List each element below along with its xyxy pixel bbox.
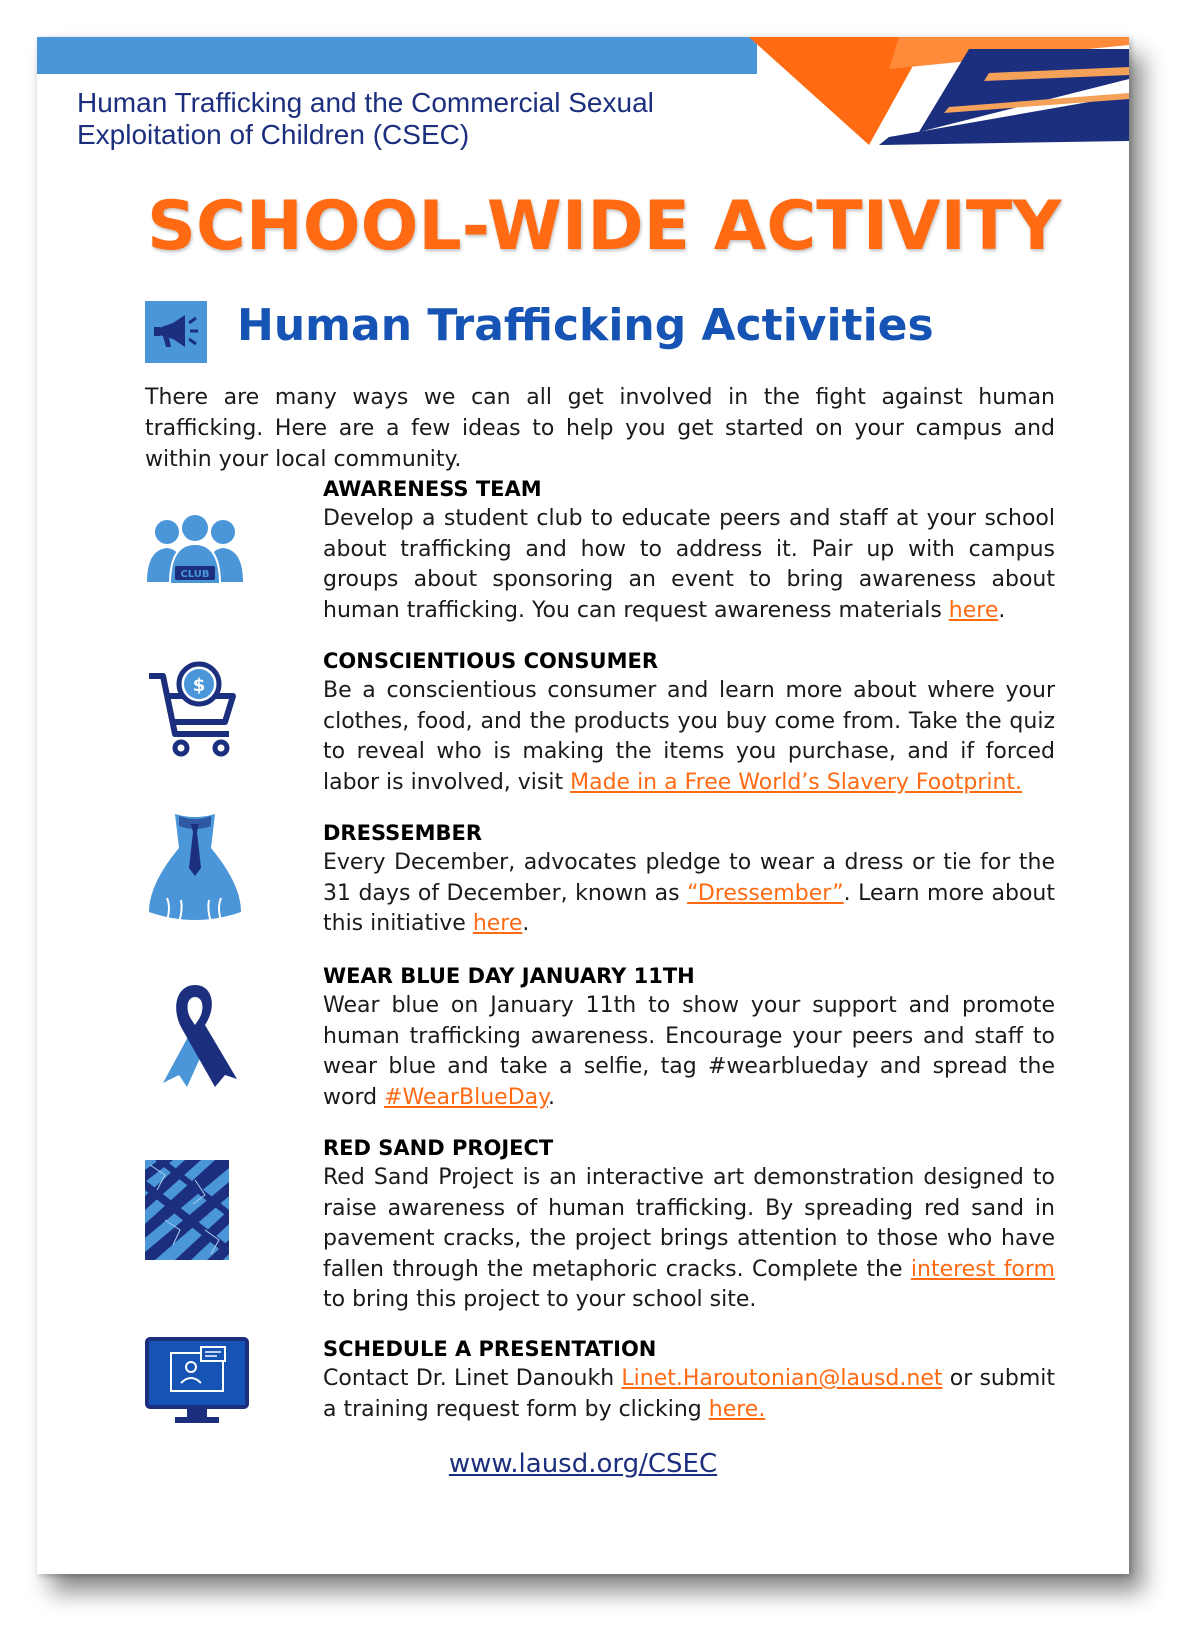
dress-tie-icon: [145, 808, 245, 932]
activity-heading: WEAR BLUE DAY JANUARY 11TH: [323, 964, 695, 988]
document-subtitle: Human Trafficking and the Commercial Sexual Exploitation of Children (CSEC): [77, 87, 654, 150]
interest-form-link[interactable]: interest form: [910, 1256, 1055, 1282]
activity-heading: AWARENESS TEAM: [323, 477, 542, 501]
dressember-here-link[interactable]: here: [472, 911, 523, 936]
footer: [37, 1449, 1129, 1479]
email-link[interactable]: Linet.Haroutonian@lausd.net: [621, 1366, 943, 1391]
training-request-link[interactable]: here.: [708, 1396, 766, 1422]
main-title: SCHOOL-WIDE ACTIVITY: [147, 187, 1062, 266]
dressember-link[interactable]: “Dressember”: [687, 880, 844, 906]
computer-presentation-icon: [145, 1337, 249, 1431]
slavery-footprint-link[interactable]: Made in a Free World’s Slavery Footprint.: [570, 769, 1023, 795]
activity-body: Every December, advocates pledge to wear a dress or tie for the 31 days of December, known as: [323, 850, 1055, 906]
svg-text:CLUB: CLUB: [180, 569, 210, 580]
activity-heading: CONSCIENTIOUS CONSUMER: [323, 649, 659, 673]
activity-body: Develop a student club to educate peers and staff at your school about trafficking and how to address it. Pair up with campus groups about sponsoring an event to bring awareness about human trafficking. You can request awareness materials: [323, 506, 1055, 623]
activity-body: Contact Dr. Linet Danoukh: [323, 1366, 622, 1391]
flyer-page: Human Trafficking and the Commercial Sexual Exploitation of Children (CSEC) SCHOOL-WIDE ACTIVITY Human Trafficking Activities There are many ways we can all get involved in the fight against human trafficking. Here are a few ideas to help you get started on your campus and within your local community. CLUB AWARENESS TEAM Develop a student club to educate peers and staff at your school about trafficking and how to address it. Pair up with campus groups about sponsoring an event to bring awareness about human trafficking. You can request awareness materials here. $ CONSCIENTIOUS CONSUMER Be a conscientious consumer and learn more about where your clothes, food, and the products you buy come from. Take the quiz to reveal who is making the items you purchase, and if forced labor is involved, visit Made in a Free World’s Slavery Footprint. DRESSEMBER Every December, advocates pledge to wear a dress or tie for the 31 days of December, known as “Dressember”. Learn more about this initiative here. WEAR BLUE DAY JANUARY 11TH Wear blue on January 11th to show your support and promote human trafficking awareness. Encourage your peers and staff to wear blue and take a selfie, tag #wearblueday and spread the word #WearBlueDay. RED SAND PROJECT Red Sand Project is an interactive art demonstration designed to raise awareness of human trafficking. By spreading red sand in pavement cracks, the project brings attention to those who have fallen through the metaphoric cracks. Complete the interest form to bring this project to your school site. SCHEDULE A PRESENTATION Contact Dr. Linet Danoukh Linet.Haroutonian@lausd.net or submit a training request form by clicking here. www.lausd.org/CSEC: [37, 37, 1129, 1574]
awareness-materials-link[interactable]: here: [948, 597, 999, 623]
activity-heading: SCHEDULE A PRESENTATION: [323, 1337, 657, 1361]
activity-body: Red Sand Project is an interactive art demonstration designed to raise awareness of human trafficking. By spreading red sand in pavement cracks, the project brings attention to those who have fallen through the metaphoric cracks. Complete the: [323, 1165, 1055, 1282]
megaphone-icon: [145, 301, 207, 363]
top-blue-bar: [37, 37, 757, 74]
activity-body: Wear blue on January 11th to show your support and promote human trafficking awareness. Encourage your peers and staff to wear blue and take a selfie, tag #wearblueday and spread the word: [323, 993, 1055, 1110]
blue-ribbon-icon: [145, 975, 245, 1091]
activity-heading: RED SAND PROJECT: [323, 1136, 554, 1160]
activity-body: Be a conscientious consumer and learn more about where your clothes, food, and the products you buy come from. Take the quiz to reveal who is making the items you purchase, and if forced labor is involved, visit: [323, 678, 1055, 795]
svg-text:$: $: [192, 675, 206, 696]
section-title: Human Trafficking Activities: [237, 300, 934, 351]
club-icon: [145, 514, 245, 598]
intro-paragraph: There are many ways we can all get involved in the fight against human trafficking. Here are a few ideas to help you get started on your campus and within your local community.: [145, 385, 1055, 472]
wearblueday-link[interactable]: #WearBlueDay: [384, 1084, 549, 1110]
activity-heading: DRESSEMBER: [323, 821, 483, 845]
website-link[interactable]: www.lausd.org/CSEC: [448, 1449, 718, 1479]
shopping-cart-icon: [145, 660, 241, 764]
pavement-cracks-icon: [145, 1160, 229, 1264]
corner-stripes-decoration: [749, 37, 1129, 147]
